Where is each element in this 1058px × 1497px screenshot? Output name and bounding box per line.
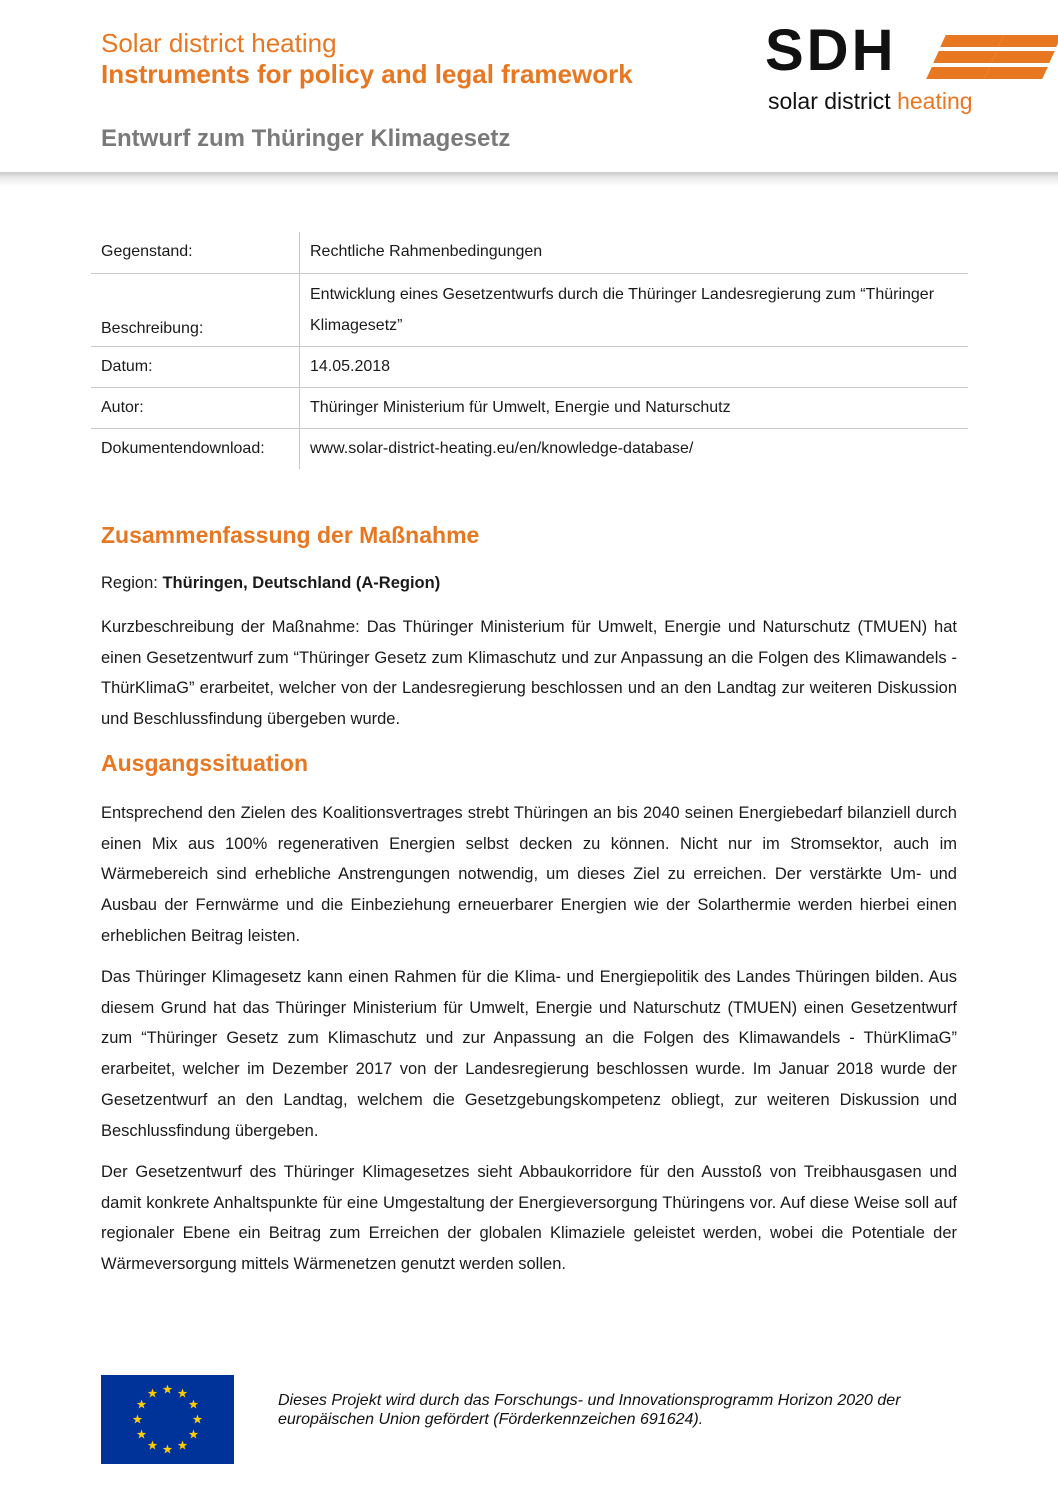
situation-heading: Ausgangssituation [101, 750, 309, 776]
eu-star-icon [148, 1440, 158, 1449]
table-row [91, 387, 968, 428]
download-link[interactable]: www.solar-district-heating.eu/en/knowledge-database/ [310, 439, 694, 457]
sdh-logo [765, 18, 1027, 120]
info-value: Thüringer Ministerium für Umwelt, Energie und Naturschutz [310, 398, 731, 416]
info-value: Rechtliche Rahmenbedingungen [310, 243, 543, 261]
eu-star-icon [137, 1430, 147, 1439]
header-title-line2: Instruments for policy and legal framework [101, 59, 633, 89]
region-line [101, 574, 440, 593]
logo-caption: solar district heating [768, 88, 973, 114]
eu-star-icon [178, 1440, 188, 1449]
header-title-line1: Solar district heating [101, 28, 337, 58]
summary-paragraph: Kurzbeschreibung der Maßnahme: Das Thüringer Ministerium für Umwelt, Energie und Naturschutz (TMUEN) hat einen Gesetzentwurf zum “Thüringer Gesetz zum Klimaschutz und zur Anpassung an die Folgen des Klimawandels - ThürKlimaG” erarbeitet, welcher von der Landesregierung beschlossen und an den Landtag zur weiteren Diskussion und Beschlussfindung übergeben wurde. [101, 618, 957, 729]
eu-flag-icon [101, 1375, 234, 1464]
eu-star-icon [137, 1400, 147, 1409]
region-value: Thüringen, Deutschland (A-Region) [162, 574, 441, 592]
situation-paragraph-2: Das Thüringer Klimagesetz kann einen Rahmen für die Klima- und Energiepolitik des Landes Thüringen bilden. Aus diesem Grund hat das Thüringer Ministerium für Umwelt, Energie und Naturschutz (TMUEN) einen Gesetzentwurf zum “Thüringer Gesetz zum Klimaschutz und zur Anpassung an die Folgen des Klimawandels - ThürKlimaG” erarbeitet, welcher im Dezember 2017 von der Landesregierung beschlossen wurde. Im Januar 2018 wurde der Gesetzentwurf an den Landtag, welchem die Gesetzgebungskompetenz obliegt, zur weiteren Diskussion und Beschlussfindung übergeben. [101, 968, 957, 1140]
table-row [91, 232, 968, 273]
table-row [91, 273, 968, 346]
header-shadow [0, 172, 1058, 186]
situation-paragraph-3: Der Gesetzentwurf des Thüringer Klimagesetzes sieht Abbaukorridore für den Ausstoß von Treibhausgasen und damit konkrete Anhaltspunkte für eine Umgestaltung der Energieversorgung Thüringens vor. Auf diese Weise soll auf regionaler Ebene ein Beitrag zum Erreichen der globalen Klimaziele geleistet werden, wobei die Potentiale der Wärmeversorgung mittels Wärmenetzen genutzt werden sollen. [101, 1163, 957, 1274]
eu-star-icon [163, 1385, 173, 1394]
info-key: Gegenstand: [91, 232, 300, 273]
table-row [91, 346, 968, 387]
funding-notice: Dieses Projekt wird durch das Forschungs- und Innovationsprogramm Horizon 2020 der europäischen Union gefördert (Förderkennzeichen 691624). [278, 1392, 901, 1428]
eu-star-icon [133, 1415, 143, 1424]
summary-heading: Zusammenfassung der Maßnahme [101, 522, 480, 548]
region-label: Region: [101, 574, 158, 592]
document-title: Entwurf zum Thüringer Klimagesetz [101, 125, 511, 152]
situation-paragraph-1: Entsprechend den Zielen des Koalitionsvertrages strebt Thüringen an bis 2040 seinen Energiebedarf bilanziell durch einen Mix aus 100% regenerativen Energien selbst decken zu können. Nicht nur im Stromsektor, auch im Wärmebereich sind erhebliche Anstrengungen notwendig, um dieses Ziel zu erreichen. Der verstärkte Um- und Ausbau der Fernwärme und die Einbeziehung erneuerbarer Energien wie der Solarthermie werden hierbei einen erheblichen Beitrag leisten. [101, 804, 957, 945]
eu-star-icon [163, 1445, 173, 1454]
eu-star-icon [193, 1415, 203, 1424]
info-value: 14.05.2018 [310, 357, 391, 375]
eu-star-icon [148, 1389, 158, 1398]
eu-star-icon [189, 1430, 199, 1439]
info-key: Datum: [91, 346, 300, 387]
eu-star-icon [178, 1389, 188, 1398]
logo-wordmark: SDH [765, 18, 897, 83]
info-key: Autor: [91, 387, 300, 428]
info-key: Beschreibung: [91, 273, 300, 346]
info-key: Dokumentendownload: [91, 428, 300, 469]
table-row [91, 428, 968, 469]
info-value: Entwicklung eines Gesetzentwurfs durch die Thüringer Landesregierung zum “Thüringer Klimagesetz” [310, 285, 935, 334]
document-info-table [91, 232, 968, 469]
page-header [0, 0, 1058, 176]
eu-star-icon [189, 1400, 199, 1409]
